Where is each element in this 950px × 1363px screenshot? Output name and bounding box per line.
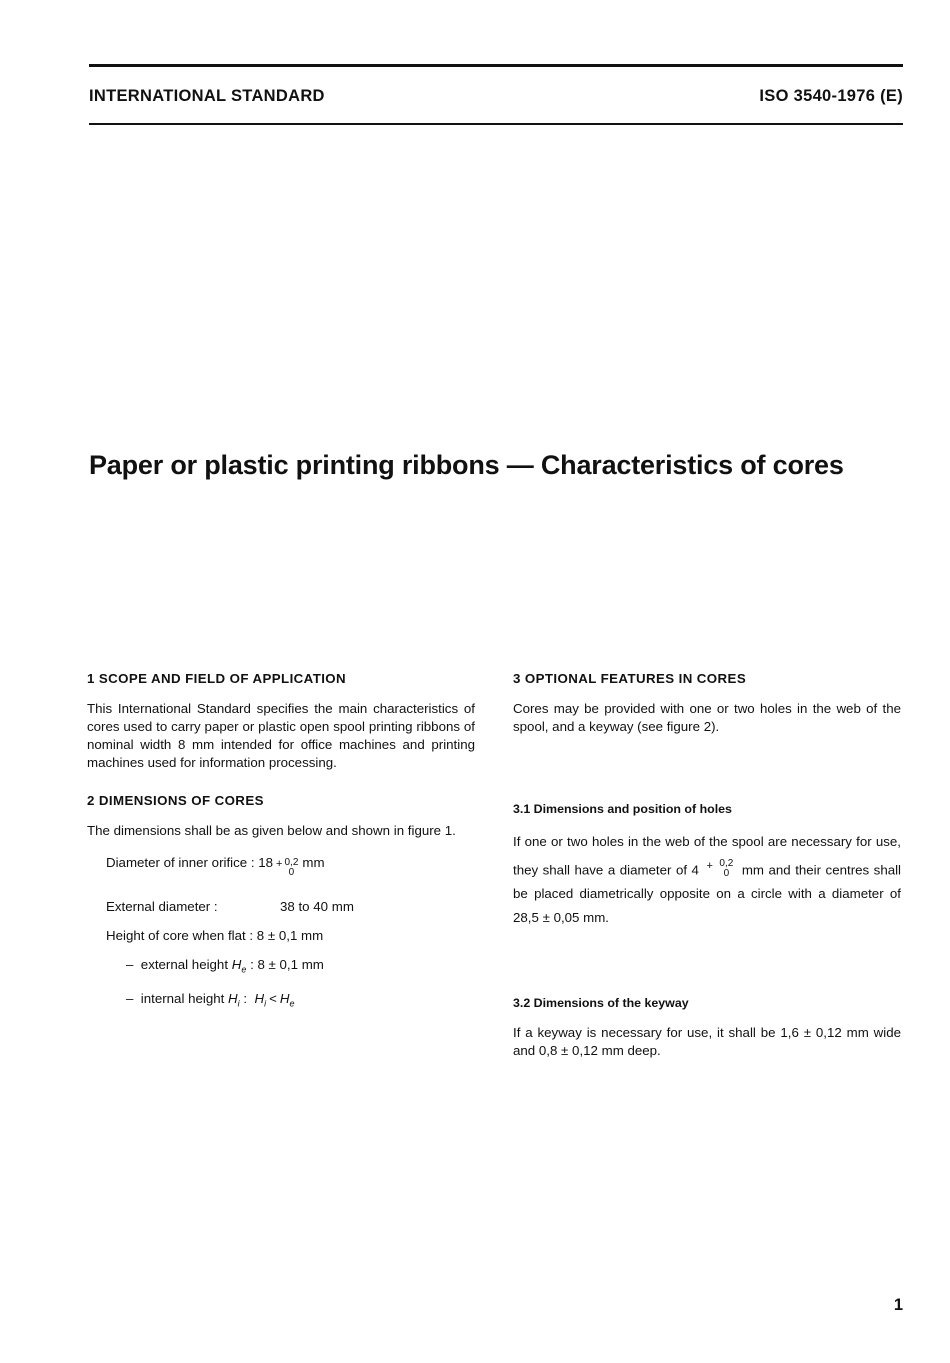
spec-int-height-hi: [254, 990, 266, 1013]
header-rule-top: [89, 64, 903, 67]
spec-ext-height-symbol: [232, 956, 247, 979]
spec-int-height-symbol: [228, 990, 240, 1013]
spec-inner-value: 18: [258, 855, 274, 870]
section-3-1-tol-plus: +: [706, 860, 713, 872]
spec-int-height-he: [280, 990, 295, 1013]
spec-int-height-label: internal height: [140, 990, 225, 1006]
section-3-1-text-b: mm and their centres shall be placed diametrically opposite on a circle with a diameter of 28,5 ± 0,05 mm.: [513, 862, 902, 926]
symbol-H: H: [279, 990, 290, 1006]
page-number: 1: [893, 1296, 903, 1314]
section-3-text: Cores may be provided with one or two holes in the web of the spool, and a keyway (see figure 2).: [513, 701, 901, 734]
symbol-sub-e: e: [289, 998, 295, 1009]
document-title: Paper or plastic printing ribbons — Characteristics of cores: [89, 450, 844, 480]
spec-external-value: 38 to 40 mm: [280, 899, 354, 914]
header-rule-bottom: [89, 123, 903, 125]
right-column: [513, 670, 901, 1060]
section-3-1-heading: 3.1 Dimensions and position of holes: [513, 802, 732, 816]
section-2-text: The dimensions shall be as given below and shown in figure 1.: [87, 823, 456, 838]
section-3-2-text: If a keyway is necessary for use, it shall be 1,6 ± 0,12 mm wide and 0,8 ± 0,12 mm deep.: [513, 1025, 901, 1059]
spec-int-height-relation: <: [269, 990, 277, 1006]
spec-inner-tol-lower: 0: [288, 867, 295, 878]
spec-external-height: [126, 956, 475, 979]
spec-inner-orifice: [106, 854, 475, 880]
symbol-sub-i: i: [264, 998, 267, 1009]
symbol-H: H: [254, 990, 265, 1006]
section-1-heading: 1 SCOPE AND FIELD OF APPLICATION: [87, 671, 347, 686]
section-2-heading: 2 DIMENSIONS OF CORES: [87, 793, 264, 808]
spec-ext-height-label: external height: [140, 957, 229, 972]
spec-inner-unit: mm: [302, 855, 325, 870]
section-3-1-text-a: If one or two holes in the web of the spool are necessary for use, they shall have a diameter of 4: [513, 834, 901, 878]
section-3-2-heading: 3.2 Dimensions of the keyway: [513, 996, 689, 1011]
spec-ext-height-value: : 8 ± 0,1 mm: [250, 957, 324, 972]
spec-height-label: Height of core when flat :: [106, 928, 254, 943]
spec-external-label: External diameter :: [106, 899, 218, 914]
symbol-sub-i: i: [237, 998, 240, 1009]
spec-int-height-dash: –: [126, 990, 134, 1006]
spec-inner-tol-plus: +: [276, 858, 283, 870]
section-3-1-text: [513, 830, 901, 930]
section-3-1-tol-upper: 0,2: [719, 857, 734, 869]
section-3-1-tol-lower: 0: [723, 867, 730, 879]
symbol-H: H: [231, 957, 242, 972]
header-standard-label: INTERNATIONAL STANDARD: [89, 87, 325, 105]
header-standard-number: ISO 3540-1976 (E): [759, 87, 903, 105]
symbol-H: H: [228, 990, 238, 1006]
spec-inner-tolerance: [284, 858, 298, 878]
section-3-heading: 3 OPTIONAL FEATURES IN CORES: [513, 671, 747, 686]
dimension-spec-list: [106, 854, 475, 1012]
section-3-1-tolerance: [719, 859, 733, 879]
spec-inner-label: Diameter of inner orifice :: [106, 855, 255, 870]
spec-inner-tol-upper: 0,2: [284, 857, 299, 868]
spec-internal-height: [126, 990, 475, 1013]
spec-ext-height-dash: –: [126, 957, 134, 972]
spec-int-height-colon: :: [243, 990, 248, 1006]
spec-external-diameter: [106, 898, 475, 916]
symbol-sub-e: e: [241, 964, 247, 975]
spec-height: [106, 927, 475, 945]
spec-height-value: 8 ± 0,1 mm: [256, 928, 324, 943]
left-column: [87, 670, 475, 1012]
section-1-text: This International Standard specifies the main characteristics of cores used to carry paper or plastic open spool printing ribbons of nominal width 8 mm intended for office machines and printing machines used for information processing.: [87, 701, 475, 770]
